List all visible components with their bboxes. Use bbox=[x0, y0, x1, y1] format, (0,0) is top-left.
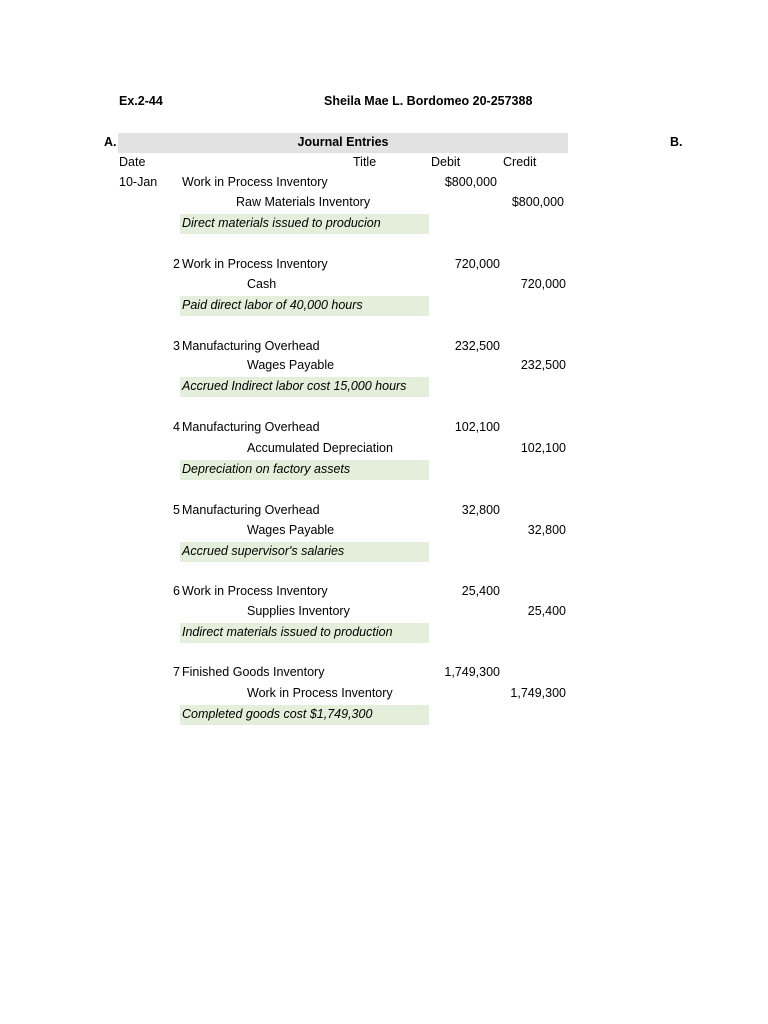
memo-text: Depreciation on factory assets bbox=[182, 462, 351, 476]
entry-memo bbox=[180, 460, 429, 480]
credit-amount: 232,500 bbox=[520, 358, 566, 372]
credit-amount: 1,749,300 bbox=[510, 686, 566, 700]
debit-amount: 25,400 bbox=[461, 584, 500, 598]
entry-date: 7 bbox=[173, 665, 180, 679]
column-header-title: Title bbox=[353, 155, 377, 169]
memo-text: Direct materials issued to producion bbox=[182, 216, 381, 230]
entry-memo bbox=[180, 377, 429, 397]
entry-memo bbox=[180, 214, 429, 234]
debit-account: Work in Process Inventory bbox=[182, 175, 328, 189]
entry-memo bbox=[180, 705, 429, 725]
entry-memo bbox=[180, 296, 429, 316]
memo-text: Indirect materials issued to production bbox=[182, 625, 393, 639]
section-a-label: A. bbox=[104, 135, 117, 149]
memo-text: Paid direct labor of 40,000 hours bbox=[182, 298, 363, 312]
debit-account: Work in Process Inventory bbox=[182, 584, 328, 598]
entry-date: 10-Jan bbox=[119, 175, 158, 189]
credit-amount: 25,400 bbox=[527, 604, 566, 618]
entry-date: 6 bbox=[173, 584, 180, 598]
entry-date: 5 bbox=[173, 503, 180, 517]
debit-amount: $800,000 bbox=[444, 175, 497, 189]
entry-memo bbox=[180, 542, 429, 562]
debit-amount: 32,800 bbox=[461, 503, 500, 517]
student-name: Sheila Mae L. Bordomeo 20-257388 bbox=[324, 94, 533, 108]
debit-amount: 232,500 bbox=[454, 339, 500, 353]
credit-amount: 720,000 bbox=[520, 277, 566, 291]
credit-account: Work in Process Inventory bbox=[247, 686, 393, 700]
debit-amount: 102,100 bbox=[454, 420, 500, 434]
entry-date: 3 bbox=[173, 339, 180, 353]
column-header-debit: Debit bbox=[431, 155, 461, 169]
memo-text: Accrued Indirect labor cost 15,000 hours bbox=[182, 379, 407, 393]
credit-account: Wages Payable bbox=[247, 523, 335, 537]
section-b-label: B. bbox=[670, 135, 683, 149]
memo-text: Accrued supervisor's salaries bbox=[182, 544, 345, 558]
journal-title: Journal Entries bbox=[297, 135, 389, 149]
credit-account: Accumulated Depreciation bbox=[247, 441, 393, 455]
exercise-label: Ex.2-44 bbox=[119, 94, 163, 108]
credit-amount: 32,800 bbox=[527, 523, 566, 537]
debit-account: Manufacturing Overhead bbox=[182, 503, 320, 517]
credit-account: Raw Materials Inventory bbox=[236, 195, 371, 209]
memo-text: Completed goods cost $1,749,300 bbox=[182, 707, 373, 721]
debit-account: Manufacturing Overhead bbox=[182, 420, 320, 434]
entry-date: 4 bbox=[173, 420, 180, 434]
debit-amount: 1,749,300 bbox=[444, 665, 500, 679]
debit-account: Finished Goods Inventory bbox=[182, 665, 325, 679]
debit-account: Manufacturing Overhead bbox=[182, 339, 320, 353]
debit-account: Work in Process Inventory bbox=[182, 257, 328, 271]
credit-amount: 102,100 bbox=[520, 441, 566, 455]
entry-date: 2 bbox=[173, 257, 180, 271]
credit-account: Wages Payable bbox=[247, 358, 335, 372]
column-header-credit: Credit bbox=[503, 155, 537, 169]
credit-amount: $800,000 bbox=[511, 195, 564, 209]
entry-memo bbox=[180, 623, 429, 643]
credit-account: Supplies Inventory bbox=[247, 604, 350, 618]
column-header-date: Date bbox=[119, 155, 146, 169]
credit-account: Cash bbox=[247, 277, 277, 291]
debit-amount: 720,000 bbox=[454, 257, 500, 271]
